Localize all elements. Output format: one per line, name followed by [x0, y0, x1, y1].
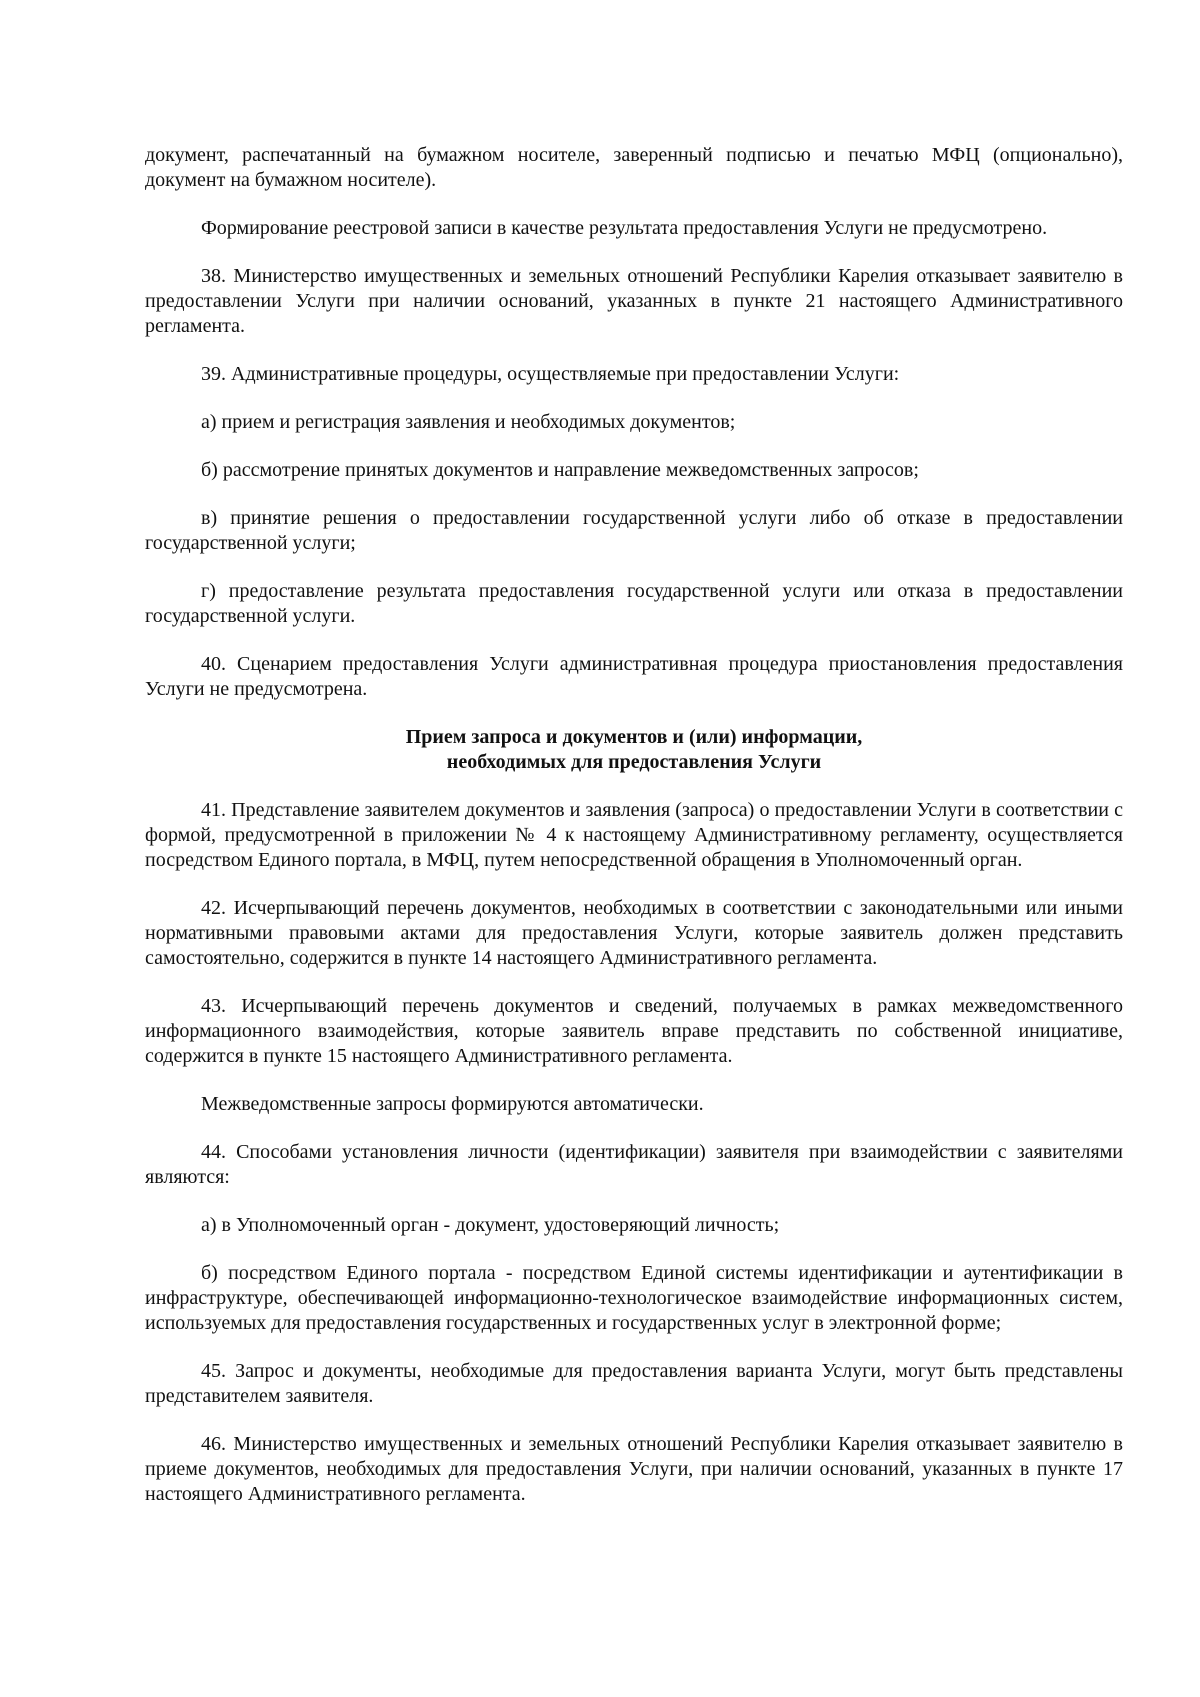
- list-item-v: в) принятие решения о предоставлении государственной услуги либо об отказе в предоставлении государственной услуги;: [145, 507, 1123, 554]
- list-item-44-a: а) в Уполномоченный орган - документ, удостоверяющий личность;: [201, 1214, 780, 1236]
- paragraph-40: 40. Сценарием предоставления Услуги административная процедура приостановления предоставления Услуги не предусмотрена.: [145, 653, 1123, 700]
- list-item-a: а) прием и регистрация заявления и необходимых документов;: [201, 411, 736, 433]
- paragraph-42: 42. Исчерпывающий перечень документов, необходимых в соответствии с законодательными или иными нормативными правовыми актами для предоставления Услуги, которые заявитель должен представить самостоятельно, содержится в пункте 14 настоящего Административного регламента.: [145, 897, 1123, 969]
- list-item-b: б) рассмотрение принятых документов и направление межведомственных запросов;: [201, 459, 919, 481]
- paragraph-43: 43. Исчерпывающий перечень документов и сведений, получаемых в рамках межведомственного информационного взаимодействия, которые заявитель вправе представить по собственной инициативе, содержится в пункте 15 настоящего Административного регламента.: [145, 995, 1123, 1067]
- section-heading-line-2: необходимых для предоставления Услуги: [446, 751, 822, 773]
- paragraph-continuation: документ, распечатанный на бумажном носителе, заверенный подписью и печатью МФЦ (опционально), документ на бумажном носителе).: [145, 144, 1123, 191]
- paragraph-interagency-requests: Межведомственные запросы формируются автоматически.: [201, 1093, 704, 1115]
- list-item-44-b: б) посредством Единого портала - посредством Единой системы идентификации и аутентификации в инфраструктуре, обеспечивающей информационно-технологическое взаимодействие информационных систем, используемых для предоставления государственных и государственных услуг в электронной форме;: [145, 1262, 1123, 1334]
- paragraph-46: 46. Министерство имущественных и земельных отношений Республики Карелия отказывает заявителю в приеме документов, необходимых для предоставления Услуги, при наличии оснований, указанных в пункте 17 настоящего Административного регламента.: [145, 1433, 1123, 1505]
- paragraph-registry-record: Формирование реестровой записи в качестве результата предоставления Услуги не предусмотрено.: [201, 217, 1048, 239]
- paragraph-41: 41. Представление заявителем документов и заявления (запроса) о предоставлении Услуги в соответствии с формой, предусмотренной в приложении № 4 к настоящему Административному регламенту, осуществляется посредством Единого портала, в МФЦ, путем непосредственной обращения в Уполномоченный орган.: [145, 799, 1123, 871]
- paragraph-44: 44. Способами установления личности (идентификации) заявителя при взаимодействии с заявителями являются:: [145, 1141, 1123, 1188]
- section-heading: [145, 725, 1123, 775]
- section-heading-line-1: Прием запроса и документов и (или) информации,: [405, 726, 863, 748]
- list-item-g: г) предоставление результата предоставления государственной услуги или отказа в предоставлении государственной услуги.: [145, 580, 1123, 627]
- paragraph-39: 39. Административные процедуры, осуществляемые при предоставлении Услуги:: [201, 363, 900, 385]
- document-body: [145, 143, 1123, 1530]
- paragraph-38: 38. Министерство имущественных и земельных отношений Республики Карелия отказывает заявителю в предоставлении Услуги при наличии оснований, указанных в пункте 21 настоящего Административного регламента.: [145, 265, 1123, 337]
- paragraph-45: 45. Запрос и документы, необходимые для предоставления варианта Услуги, могут быть представлены представителем заявителя.: [145, 1360, 1123, 1407]
